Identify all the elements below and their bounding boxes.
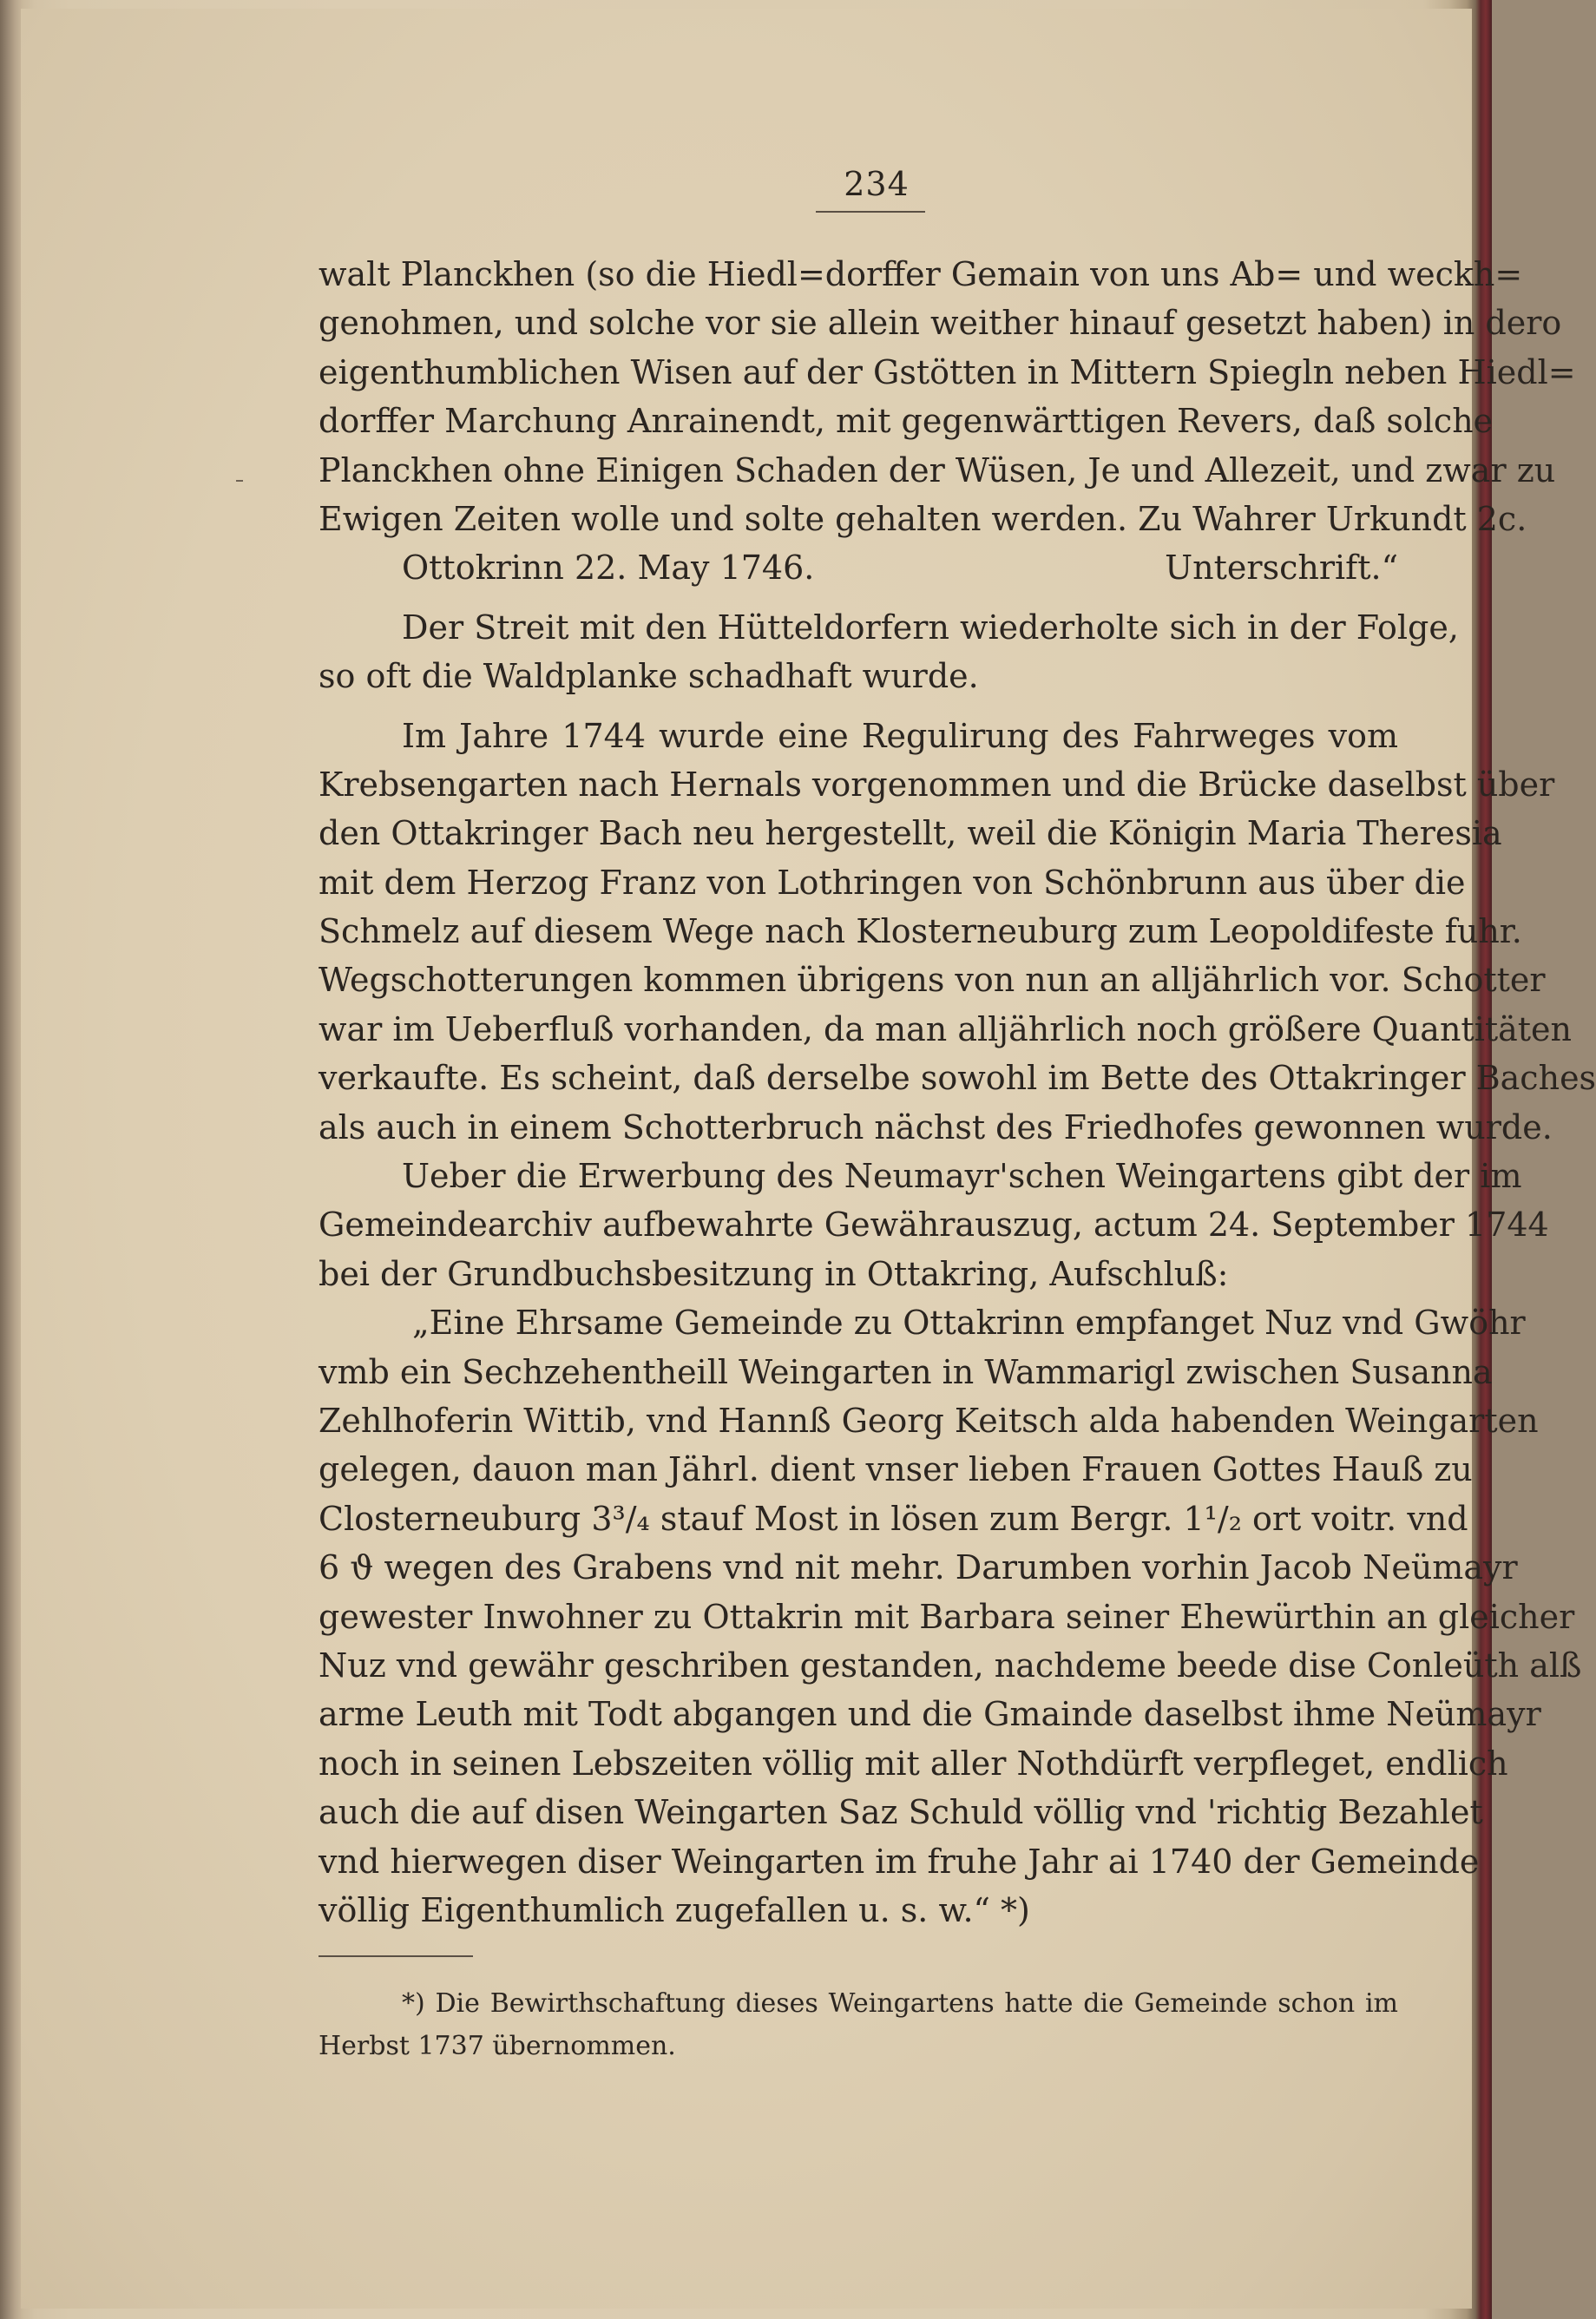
quote-line: „Eine Ehrsame Gemeinde zu Ottakrinn empfanget Nuz vnd Gwöhr	[412, 1304, 1526, 1343]
paragraph-line: Wegschotterungen kommen übrigens von nun an alljährlich vor. Schotter	[319, 961, 1546, 1000]
quote-line: völlig Eigenthumlich zugefallen u. s. w.“ *)	[319, 1890, 1030, 1929]
margin-mark	[236, 480, 243, 482]
paragraph-line: Gemeindearchiv aufbewahrte Gewährauszug, actum 24. September 1744	[319, 1205, 1549, 1245]
body-text	[319, 250, 1596, 1935]
paragraph-line: Schmelz auf diesem Wege nach Klosterneuburg zum Leopoldifeste fuhr.	[319, 912, 1522, 951]
footnote-rule	[319, 1955, 473, 1957]
page-number: 234	[844, 165, 910, 203]
paragraph-line: so oft die Waldplanke schadhaft wurde.	[319, 657, 979, 696]
quote-line: vmb ein Sechzehentheill Weingarten in Wammarigl zwischen Susanna	[319, 1352, 1493, 1391]
body-line: dorffer Marchung Anrainendt, mit gegenwärttigen Revers, daß solche	[319, 402, 1494, 441]
paragraph-line: Krebsengarten nach Hernals vorgenommen und die Brücke daselbst über	[319, 765, 1555, 804]
paragraph-line: bei der Grundbuchsbesitzung in Ottakring, Aufschluß:	[319, 1254, 1229, 1293]
body-line: eigenthumblichen Wisen auf der Gstötten in Mittern Spiegln neben Hiedl=	[319, 352, 1576, 391]
quote-line: arme Leuth mit Todt abgangen und die Gmainde daselbst ihme Neümayr	[319, 1695, 1541, 1734]
signature-place: Ottokrinn 22. May 1746.	[402, 549, 815, 588]
body-line: Ewigen Zeiten wolle und solte gehalten werden. Zu Wahrer Urkundt 2c.	[319, 499, 1527, 538]
quote-line: Closterneuburg 3³/₄ stauf Most in lösen zum Bergr. 1¹/₂ ort voitr. vnd	[319, 1499, 1468, 1538]
signature-label: Unterschrift.“	[1165, 549, 1398, 588]
quote-line: Zehlhoferin Wittib, vnd Hannß Georg Keitsch alda habenden Weingarten	[319, 1401, 1539, 1440]
quote-line: noch in seinen Lebszeiten völlig mit aller Nothdürft verpfleget, endlich	[319, 1744, 1508, 1783]
paragraph-line: Ueber die Erwerbung des Neumayr'schen Weingartens gibt der im	[402, 1157, 1522, 1196]
quote-line: gelegen, dauon man Jährl. dient vnser lieben Frauen Gottes Hauß zu	[319, 1450, 1473, 1489]
body-line: Planckhen ohne Einigen Schaden der Wüsen, Je und Allezeit, und zwar zu	[319, 450, 1556, 489]
footnote-line: *) Die Bewirthschaftung dieses Weingartens hatte die Gemeinde schon im	[402, 1988, 1398, 2019]
paragraph-line: mit dem Herzog Franz von Lothringen von Schönbrunn aus über die	[319, 863, 1466, 902]
quote-line: auch die auf disen Weingarten Saz Schuld völlig vnd 'richtig Bezahlet	[319, 1793, 1483, 1832]
paragraph-line: Im Jahre 1744 wurde eine Regulirung des Fahrweges vom	[402, 716, 1398, 755]
paragraph-line: war im Ueberfluß vorhanden, da man alljährlich noch größere Quantitäten	[319, 1009, 1572, 1048]
body-line: walt Planckhen (so die Hiedl=dorffer Gemain von uns Ab= und weckh=	[319, 255, 1523, 293]
quote-line: vnd hierwegen diser Weingarten im fruhe Jahr ai 1740 der Gemeinde	[319, 1842, 1480, 1881]
body-line: genohmen, und solche vor sie allein weither hinauf gesetzt haben) in dero	[319, 304, 1562, 343]
paragraph-line: als auch in einem Schotterbruch nächst des Friedhofes gewonnen wurde.	[319, 1107, 1553, 1146]
paragraph-line: den Ottakringer Bach neu hergestellt, weil die Königin Maria Theresia	[319, 814, 1502, 853]
paragraph-line: Der Streit mit den Hütteldorfern wiederholte sich in der Folge,	[402, 608, 1459, 647]
footnote-line: Herbst 1737 übernommen.	[319, 2031, 676, 2061]
quote-line: Nuz vnd gewähr geschriben gestanden, nachdeme beede dise Conleüth alß	[319, 1646, 1582, 1685]
paragraph-line: verkaufte. Es scheint, daß derselbe sowohl im Bette des Ottakringer Baches	[319, 1059, 1596, 1098]
quote-line: gewester Inwohner zu Ottakrin mit Barbara seiner Ehewürthin an gleicher	[319, 1597, 1575, 1636]
signature-line	[319, 543, 1398, 592]
page-number-rule	[816, 211, 925, 213]
footnote	[319, 1982, 1398, 2067]
quote-line: 6 ϑ wegen des Grabens vnd nit mehr. Darumben vorhin Jacob Neümayr	[319, 1548, 1518, 1587]
